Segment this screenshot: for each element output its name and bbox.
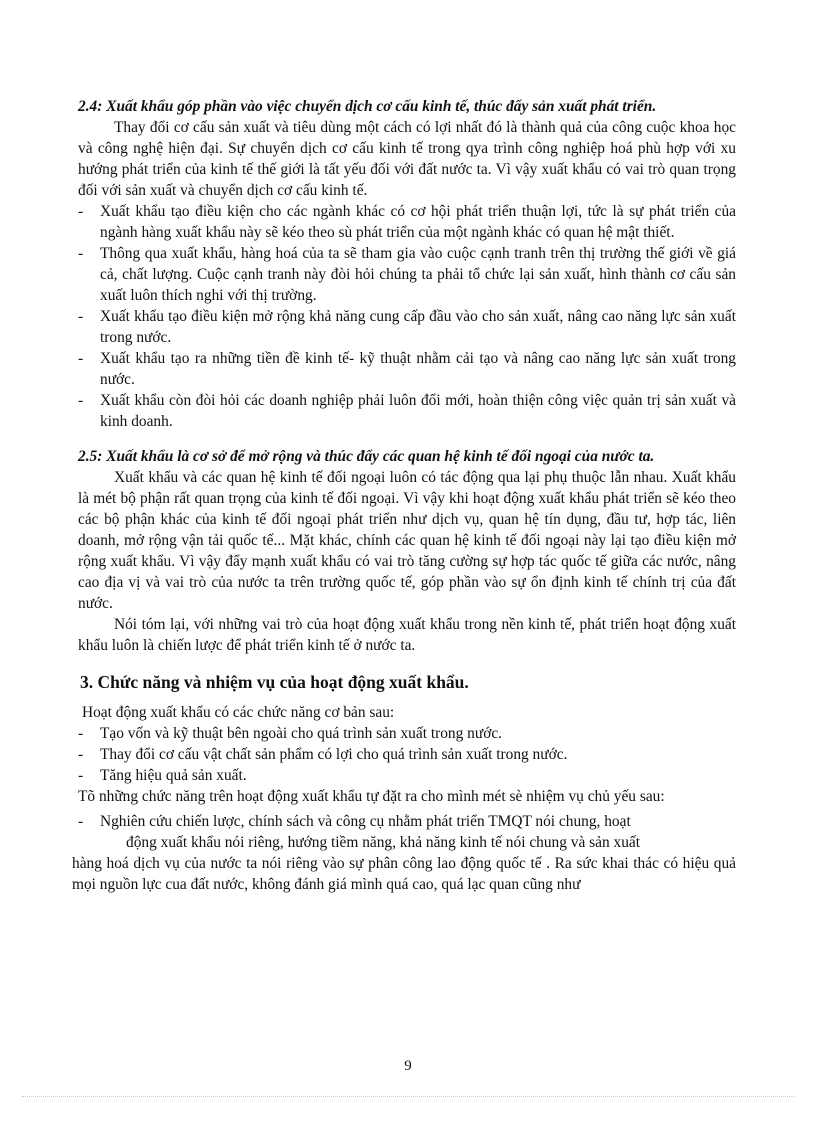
task-line-1: Nghiên cứu chiến lược, chính sách và công cụ nhằm phát triển TMQT nói chung, hoạt bbox=[100, 813, 631, 830]
section-2-4-heading: 2.4: Xuất khẩu góp phần vào việc chuyển dịch cơ cấu kinh tế, thúc đẩy sản xuất phát triển. bbox=[78, 98, 657, 115]
task-item bbox=[72, 811, 736, 895]
dash-marker: - bbox=[78, 203, 84, 220]
section-2-4-bullet-list bbox=[78, 201, 736, 432]
list-item: - Tăng hiệu quả sản xuất. bbox=[78, 767, 247, 784]
list-item: - Xuất khẩu tạo ra những tiền đề kinh tế- kỹ thuật nhằm cải tạo và nâng cao năng lực sản xuất trong nước. bbox=[78, 350, 736, 388]
spacer bbox=[78, 694, 736, 702]
section-2-5-paragraph-1: Xuất khẩu và các quan hệ kinh tế đối ngoại luôn có tác động qua lại phụ thuộc lẫn nhau. Xuất khẩu là mét bộ phận rất quan trọng của kinh tế đối ngoại. Vì vậy khi hoạt động xuất khẩu phát triển sẽ kéo theo các bộ phận khác của kinh tế đối ngoại phát triển như dịch vụ, quan hệ tín dụng, đầu tư, hợp tác, liên doanh, mở rộng vận tải quốc tế... Mặt khác, chính các quan hệ kinh tế đối ngoại này lại tạo điều kiện mở rộng xuất khẩu. Vì vậy đẩy mạnh xuất khẩu có vai trò tăng cường sự hợp tác quốc tế giữa các nước, nâng cao địa vị và vai trò của nước ta trên trường quốc tế, góp phần vào sự ổn định kinh tế chính trị của đất nước. bbox=[78, 469, 736, 612]
section-3-intro: Hoạt động xuất khẩu có các chức năng cơ bản sau: bbox=[82, 704, 395, 721]
list-item: - Tạo vốn và kỹ thuật bên ngoài cho quá trình sản xuất trong nước. bbox=[78, 725, 503, 742]
spacer bbox=[78, 656, 736, 670]
list-item: - Xuất khẩu còn đòi hỏi các doanh nghiệp phải luôn đổi mới, hoàn thiện công việc quản trị sản xuất và kinh doanh. bbox=[78, 392, 736, 430]
dash-marker: - bbox=[78, 245, 84, 262]
tasks-intro: Tõ những chức năng trên hoạt động xuất khẩu tự đặt ra cho mình mét sè nhiệm vụ chủ yếu sau: bbox=[78, 788, 665, 805]
section-2-5-paragraph-2: Nói tóm lại, với những vai trò của hoạt động xuất khẩu trong nền kinh tế, phát triển hoạt động xuất khẩu luôn là chiến lược để phát triển kinh tế ở nước ta. bbox=[78, 616, 736, 654]
section-3-heading: 3. Chức năng và nhiệm vụ của hoạt động xuất khẩu. bbox=[80, 672, 469, 692]
list-item: - Xuất khẩu tạo điều kiện cho các ngành khác có cơ hội phát triển thuận lợi, tức là sự phát triển của ngành hàng xuất khẩu này sẽ kéo theo sù phát triển của một ngành khác có quan hệ mật thiết. bbox=[78, 203, 736, 241]
list-item: - Xuất khẩu tạo điều kiện mở rộng khả năng cung cấp đầu vào cho sản xuất, nâng cao năng lực sản xuất trong nước. bbox=[78, 308, 736, 346]
spacer bbox=[78, 432, 736, 446]
list-item: - Thông qua xuất khẩu, hàng hoá của ta sẽ tham gia vào cuộc cạnh tranh trên thị trường thế giới về giá cả, chất lượng. Cuộc cạnh tranh này đòi hỏi chúng ta phải tổ chức lại sản xuất, hình thành cơ cấu sản xuất luôn thích nghi với thị trường. bbox=[78, 245, 736, 304]
task-line-2: động xuất khẩu nói riêng, hướng tiềm năng, khả năng kinh tế nói chung và sản xuất bbox=[126, 834, 641, 851]
functions-list bbox=[78, 723, 736, 786]
section-2-5-heading: 2.5: Xuất khẩu là cơ sở để mở rộng và thúc đẩy các quan hệ kinh tế đối ngoại của nước ta. bbox=[78, 448, 655, 465]
dash-marker: - bbox=[78, 350, 84, 367]
footer-divider bbox=[22, 1096, 794, 1097]
dash-marker: - bbox=[78, 767, 84, 784]
dash-marker: - bbox=[78, 725, 84, 742]
section-2-4-intro: Thay đổi cơ cấu sản xuất và tiêu dùng một cách có lợi nhất đó là thành quả của công cuộc khoa học và công nghệ hiện đại. Sự chuyển dịch cơ cấu kinh tế trong qya trình công nghiệp hoá phù hợp với xu hướng phát triển của kinh tế thế giới là tất yếu đối với đất nước ta. Vì vậy xuất khẩu có vai trò quan trọng đối với sản xuất và chuyển dịch cơ cấu kinh tế. bbox=[78, 119, 736, 199]
dash-marker: - bbox=[78, 308, 84, 325]
dash-marker: - bbox=[78, 392, 84, 409]
task-line-rest: hàng hoá dịch vụ của nước ta nói riêng vào sự phân công lao động quốc tế . Ra sức khai thác có hiệu quả mọi nguồn lực cua đất nước, không đánh giá mình quá cao, quá lạc quan cũng như bbox=[72, 855, 736, 893]
document-page bbox=[72, 96, 736, 895]
dash-marker: - bbox=[78, 746, 84, 763]
list-item: - Thay đổi cơ cấu vật chất sản phẩm có lợi cho quá trình sản xuất trong nước. bbox=[78, 746, 568, 763]
dash-marker: - bbox=[78, 813, 84, 830]
page-number: 9 bbox=[404, 1058, 412, 1074]
